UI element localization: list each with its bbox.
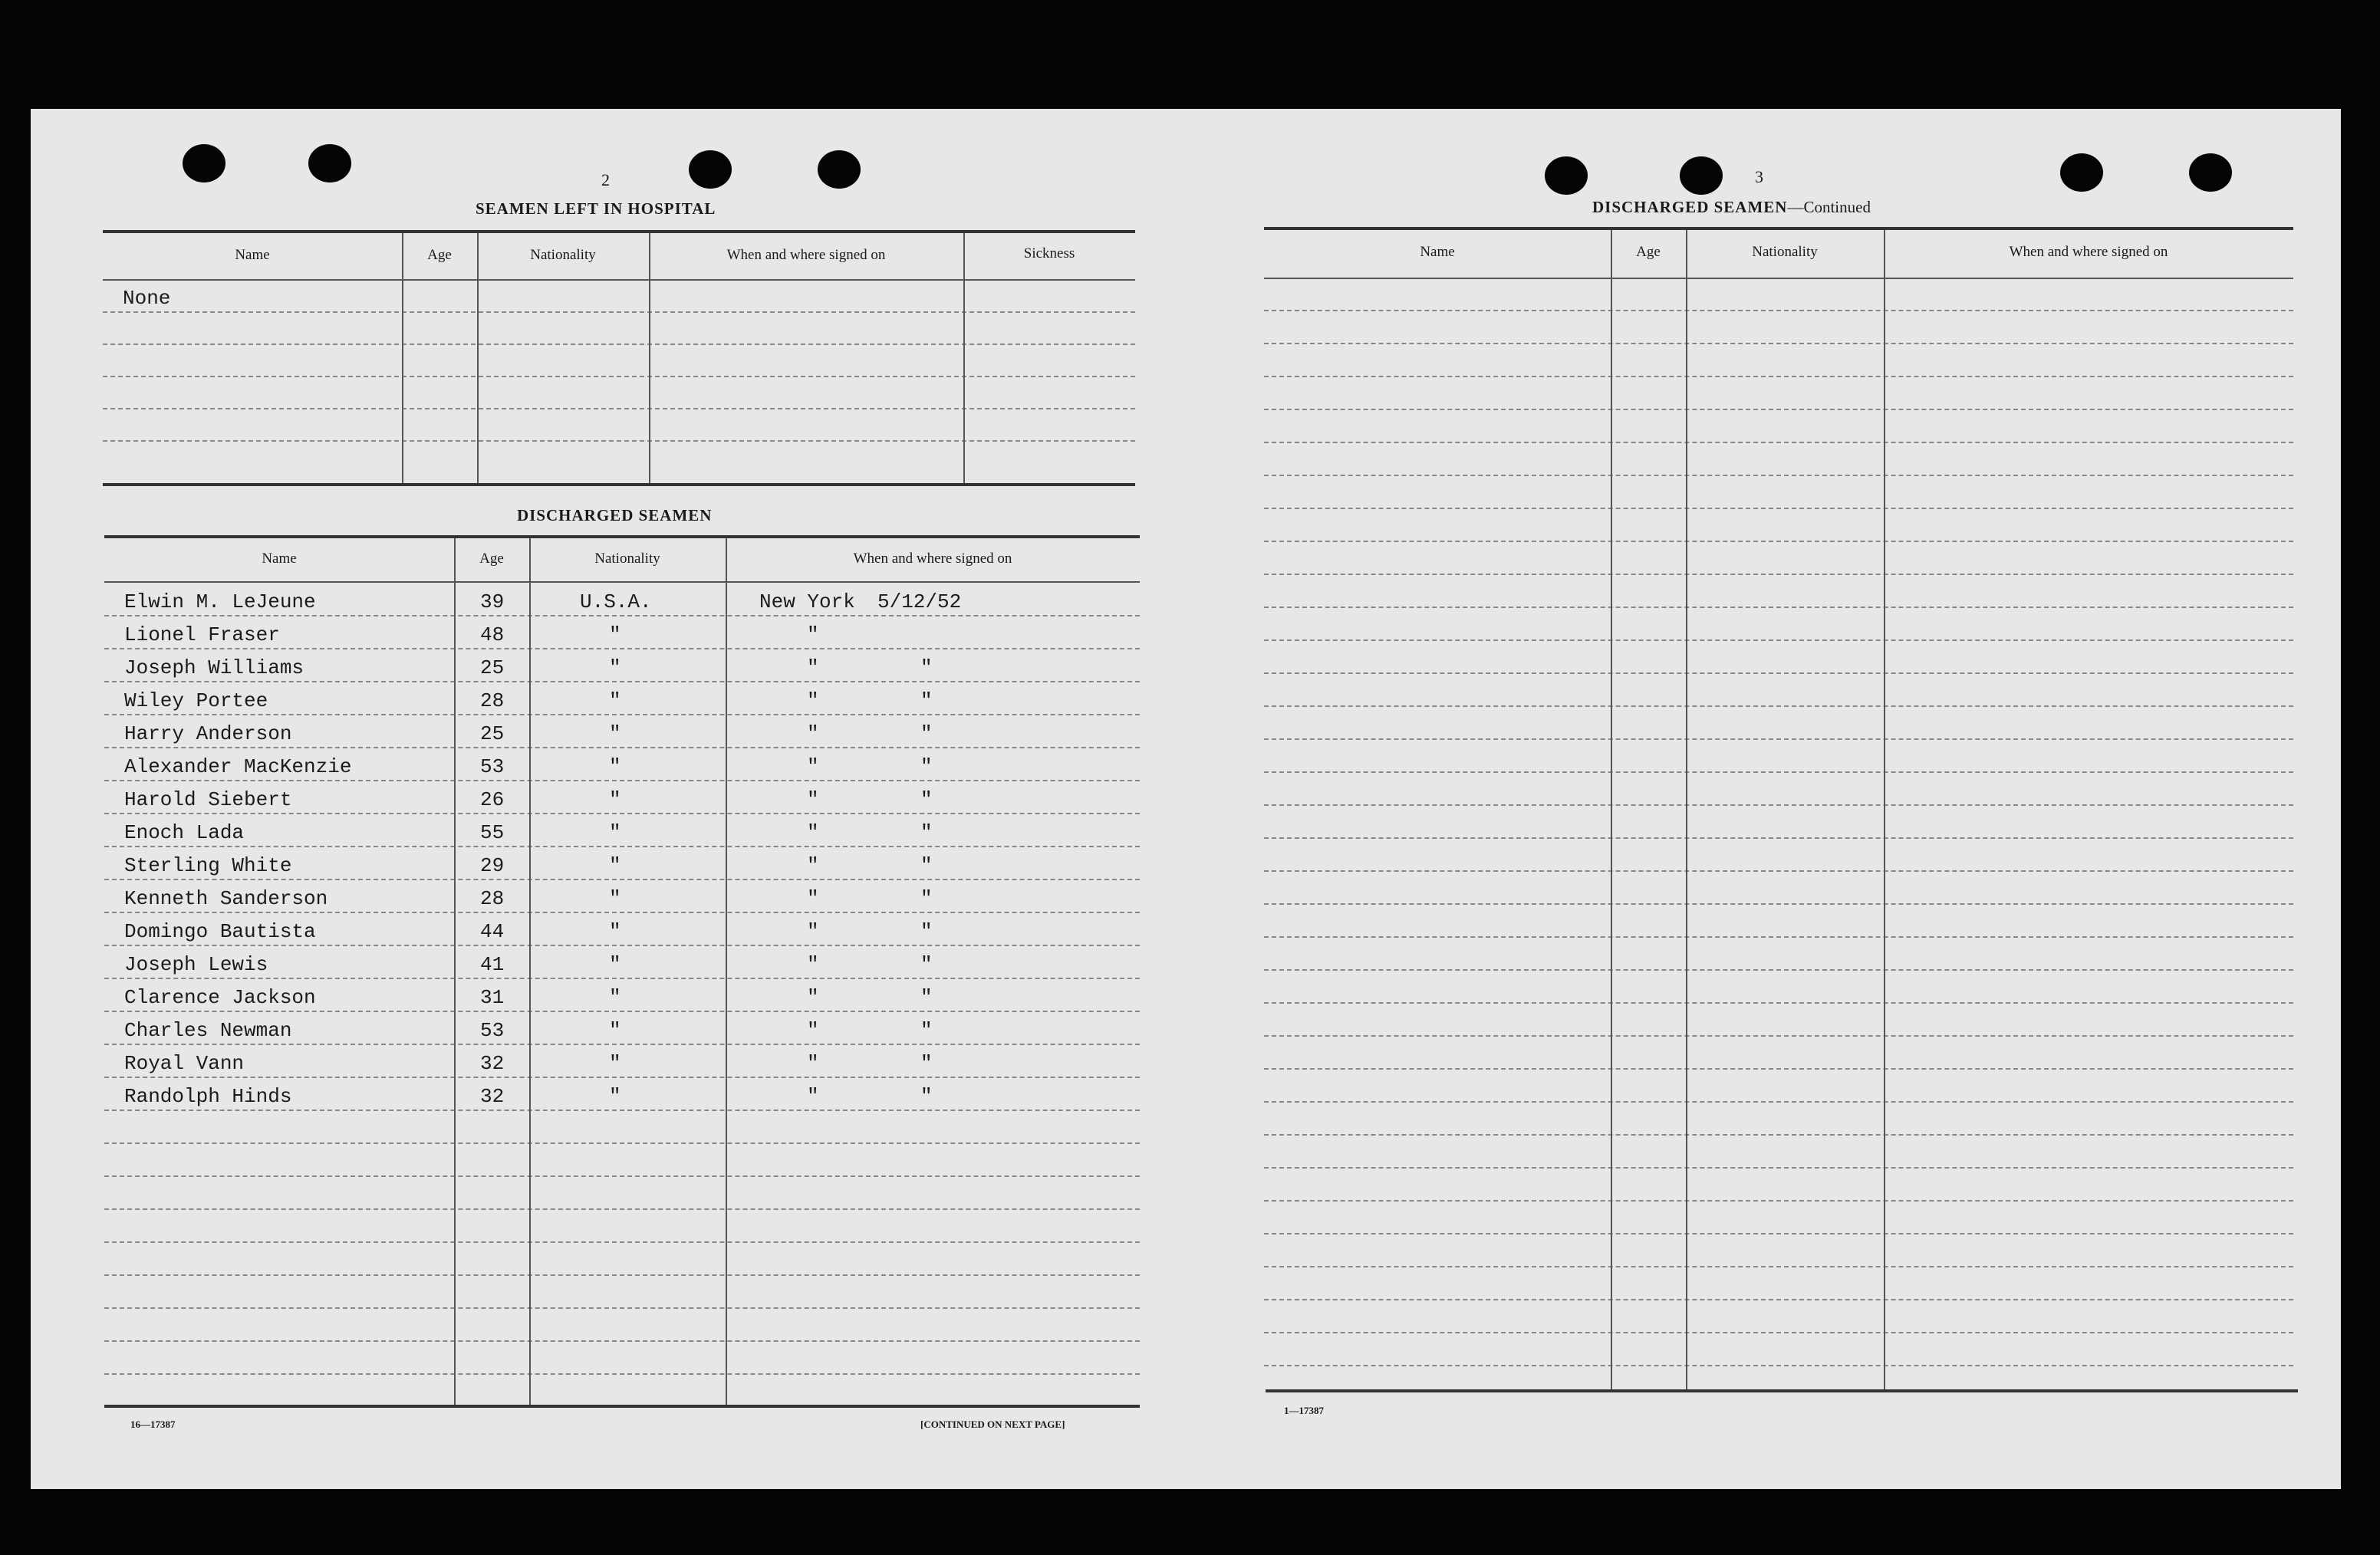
continued-section-title xyxy=(1592,198,1871,217)
discharged-row-date: " xyxy=(920,1085,933,1108)
discharged-row-nationality: " xyxy=(609,1085,621,1108)
discharged-row-signed-on: " xyxy=(807,887,819,910)
discharged-row-age: 32 xyxy=(480,1085,505,1108)
ruled-line xyxy=(1264,1002,2293,1004)
right-col-age: Age xyxy=(1636,244,1661,260)
ruled-line xyxy=(104,846,1140,847)
ruled-line xyxy=(104,714,1140,715)
discharged-row-age: 28 xyxy=(480,887,505,910)
ruled-line xyxy=(1264,1233,2293,1234)
ruled-line xyxy=(1264,1200,2293,1202)
discharged-row-age: 41 xyxy=(480,953,505,976)
right-col-divider xyxy=(1686,230,1687,1389)
ruled-line xyxy=(1264,475,2293,476)
discharged-row-nationality: " xyxy=(609,623,621,646)
ruled-line xyxy=(1264,969,2293,971)
hospital-entry-none: None xyxy=(123,287,171,310)
ruled-line xyxy=(1264,1365,2293,1366)
ruled-line xyxy=(1264,804,2293,806)
ruled-line xyxy=(1264,1167,2293,1169)
hospital-col-divider xyxy=(649,233,650,483)
discharged-row-signed-on: " xyxy=(807,689,819,712)
hospital-section-title: SEAMEN LEFT IN HOSPITAL xyxy=(476,199,716,218)
ruled-line xyxy=(1264,1266,2293,1267)
ruled-line xyxy=(1264,1068,2293,1070)
discharged-row-name: Elwin M. LeJeune xyxy=(124,590,316,613)
discharged-col-nationality: Nationality xyxy=(594,551,660,567)
hospital-col-divider xyxy=(477,233,479,483)
discharged-row-nationality: " xyxy=(609,1052,621,1075)
discharged-row-age: 53 xyxy=(480,1019,505,1042)
discharged-row-age: 26 xyxy=(480,788,505,811)
discharged-row-date: " xyxy=(920,854,933,877)
discharged-row-age: 55 xyxy=(480,821,505,844)
ruled-line xyxy=(104,648,1140,649)
right-col-nationality: Nationality xyxy=(1752,244,1818,260)
hospital-col-signed-on: When and where signed on xyxy=(726,247,886,263)
right-bottom-rule xyxy=(1266,1389,2298,1392)
ruled-line xyxy=(1264,738,2293,740)
discharged-col-divider xyxy=(529,538,531,1405)
punch-hole xyxy=(308,144,351,182)
discharged-col-age: Age xyxy=(479,551,504,567)
ruled-line xyxy=(1264,936,2293,938)
ruled-line xyxy=(104,1142,1140,1144)
discharged-col-divider xyxy=(726,538,727,1405)
discharged-row-signed-on: " xyxy=(807,1052,819,1075)
continued-note: [CONTINUED ON NEXT PAGE] xyxy=(920,1419,1065,1430)
discharged-row-name: Enoch Lada xyxy=(124,821,245,844)
discharged-row-date: " xyxy=(920,821,933,844)
ruled-line xyxy=(1264,870,2293,872)
discharged-row-signed-on: " xyxy=(807,1019,819,1042)
right-header-rule xyxy=(1264,278,2293,279)
right-col-divider xyxy=(1611,230,1612,1389)
ruled-line xyxy=(104,978,1140,979)
discharged-row-nationality: " xyxy=(609,986,621,1009)
document-sheet xyxy=(31,109,2341,1489)
discharged-row-date: " xyxy=(920,755,933,778)
discharged-top-rule xyxy=(104,535,1140,538)
right-col-name: Name xyxy=(1420,244,1455,260)
ruled-line xyxy=(103,344,1135,345)
discharged-row-date: " xyxy=(920,986,933,1009)
discharged-row-age: 39 xyxy=(480,590,505,613)
hospital-col-name: Name xyxy=(235,247,270,263)
ruled-line xyxy=(1264,607,2293,608)
ruled-line xyxy=(104,1208,1140,1210)
discharged-row-age: 29 xyxy=(480,854,505,877)
ruled-line xyxy=(1264,409,2293,410)
ruled-line xyxy=(103,408,1135,409)
punch-hole xyxy=(818,150,861,189)
discharged-row-nationality: " xyxy=(609,887,621,910)
discharged-row-name: Charles Newman xyxy=(124,1019,292,1042)
discharged-row-signed-on: " xyxy=(807,920,819,943)
ruled-line xyxy=(104,780,1140,781)
discharged-row-name: Clarence Jackson xyxy=(124,986,316,1009)
ruled-line xyxy=(104,1077,1140,1078)
discharged-row-nationality: " xyxy=(609,689,621,712)
ruled-line xyxy=(104,1373,1140,1375)
page-number-left: 2 xyxy=(601,170,610,189)
discharged-row-age: 31 xyxy=(480,986,505,1009)
discharged-row-date: " xyxy=(920,953,933,976)
discharged-row-age: 44 xyxy=(480,920,505,943)
discharged-bottom-rule xyxy=(104,1405,1140,1408)
page-number-right: 3 xyxy=(1755,167,1763,186)
ruled-line xyxy=(104,1274,1140,1276)
right-col-signed-on: When and where signed on xyxy=(2009,244,2168,260)
discharged-row-name: Kenneth Sanderson xyxy=(124,887,328,910)
discharged-row-age: 48 xyxy=(480,623,505,646)
discharged-row-name: Randolph Hinds xyxy=(124,1085,292,1108)
punch-hole xyxy=(2189,153,2232,192)
ruled-line xyxy=(1264,1101,2293,1103)
ruled-line xyxy=(1264,574,2293,575)
ruled-line xyxy=(1264,310,2293,311)
hospital-header-rule xyxy=(103,279,1135,281)
ruled-line xyxy=(1264,1299,2293,1300)
ruled-line xyxy=(1264,508,2293,509)
discharged-row-nationality: " xyxy=(609,722,621,745)
discharged-row-date: 5/12/52 xyxy=(877,590,962,613)
ruled-line xyxy=(104,747,1140,748)
discharged-row-nationality: " xyxy=(609,953,621,976)
ruled-line xyxy=(104,1307,1140,1309)
discharged-row-nationality: " xyxy=(609,788,621,811)
discharged-row-date: " xyxy=(920,1019,933,1042)
ruled-line xyxy=(103,311,1135,313)
punch-hole xyxy=(2060,153,2103,192)
hospital-col-nationality: Nationality xyxy=(530,247,596,263)
ruled-line xyxy=(1264,343,2293,344)
discharged-row-nationality: " xyxy=(609,755,621,778)
discharged-row-nationality: U.S.A. xyxy=(580,590,652,613)
ruled-line xyxy=(103,440,1135,442)
form-number-left: 16—17387 xyxy=(130,1419,176,1430)
ruled-line xyxy=(1264,771,2293,773)
continued-title-main: DISCHARGED SEAMEN xyxy=(1592,198,1788,216)
discharged-row-date: " xyxy=(920,887,933,910)
discharged-row-signed-on: " xyxy=(807,722,819,745)
discharged-row-age: 25 xyxy=(480,722,505,745)
ruled-line xyxy=(1264,672,2293,674)
discharged-row-name: Royal Vann xyxy=(124,1052,245,1075)
discharged-row-signed-on: " xyxy=(807,755,819,778)
discharged-row-date: " xyxy=(920,656,933,679)
ruled-line xyxy=(1264,541,2293,542)
discharged-row-date: " xyxy=(920,788,933,811)
discharged-row-name: Wiley Portee xyxy=(124,689,268,712)
hospital-top-rule xyxy=(103,230,1135,233)
continued-title-suffix: —Continued xyxy=(1787,198,1871,216)
ruled-line xyxy=(1264,903,2293,905)
ruled-line xyxy=(1264,442,2293,443)
discharged-section-title: DISCHARGED SEAMEN xyxy=(517,506,713,524)
ruled-line xyxy=(104,1110,1140,1111)
discharged-row-nationality: " xyxy=(609,656,621,679)
ruled-line xyxy=(103,376,1135,377)
discharged-row-nationality: " xyxy=(609,1019,621,1042)
discharged-row-signed-on: " xyxy=(807,854,819,877)
discharged-row-name: Lionel Fraser xyxy=(124,623,280,646)
discharged-row-name: Harold Siebert xyxy=(124,788,292,811)
hospital-bottom-rule xyxy=(103,483,1135,486)
discharged-row-age: 25 xyxy=(480,656,505,679)
ruled-line xyxy=(1264,1035,2293,1037)
punch-hole xyxy=(183,144,225,182)
discharged-row-age: 53 xyxy=(480,755,505,778)
ruled-line xyxy=(1264,837,2293,839)
discharged-row-signed-on: " xyxy=(807,953,819,976)
hospital-col-divider xyxy=(963,233,965,483)
discharged-row-date: " xyxy=(920,689,933,712)
ruled-line xyxy=(104,1340,1140,1342)
ruled-line xyxy=(1264,639,2293,641)
discharged-row-date: " xyxy=(920,920,933,943)
ruled-line xyxy=(104,1044,1140,1045)
discharged-row-name: Joseph Lewis xyxy=(124,953,268,976)
discharged-col-divider xyxy=(454,538,456,1405)
form-number-right: 1—17387 xyxy=(1284,1405,1324,1416)
punch-hole xyxy=(689,150,732,189)
ruled-line xyxy=(104,813,1140,814)
right-col-divider xyxy=(1884,230,1885,1389)
discharged-col-signed-on: When and where signed on xyxy=(853,551,1012,567)
ruled-line xyxy=(1264,705,2293,707)
ruled-line xyxy=(104,615,1140,616)
hospital-col-divider xyxy=(402,233,403,483)
discharged-row-name: Sterling White xyxy=(124,854,292,877)
ruled-line xyxy=(104,1175,1140,1177)
ruled-line xyxy=(1264,1134,2293,1136)
ruled-line xyxy=(1264,1332,2293,1333)
discharged-row-name: Domingo Bautista xyxy=(124,920,316,943)
hospital-col-sickness: Sickness xyxy=(1023,245,1075,261)
ruled-line xyxy=(104,1241,1140,1243)
discharged-row-signed-on: New York xyxy=(759,590,855,613)
discharged-row-nationality: " xyxy=(609,854,621,877)
ruled-line xyxy=(104,1011,1140,1012)
ruled-line xyxy=(104,945,1140,946)
discharged-row-age: 28 xyxy=(480,689,505,712)
discharged-row-signed-on: " xyxy=(807,986,819,1009)
discharged-row-signed-on: " xyxy=(807,821,819,844)
ruled-line xyxy=(104,912,1140,913)
discharged-header-rule xyxy=(104,581,1140,583)
discharged-col-name: Name xyxy=(262,551,297,567)
discharged-row-nationality: " xyxy=(609,821,621,844)
discharged-row-signed-on: " xyxy=(807,623,819,646)
discharged-row-name: Harry Anderson xyxy=(124,722,292,745)
discharged-row-age: 32 xyxy=(480,1052,505,1075)
discharged-row-signed-on: " xyxy=(807,1085,819,1108)
right-top-rule xyxy=(1264,227,2293,230)
discharged-row-date: " xyxy=(920,1052,933,1075)
discharged-row-date: " xyxy=(920,722,933,745)
discharged-row-name: Joseph Williams xyxy=(124,656,304,679)
discharged-row-nationality: " xyxy=(609,920,621,943)
discharged-row-signed-on: " xyxy=(807,656,819,679)
hospital-col-age: Age xyxy=(427,247,452,263)
ruled-line xyxy=(104,681,1140,682)
punch-hole xyxy=(1680,156,1723,195)
ruled-line xyxy=(1264,376,2293,377)
punch-hole xyxy=(1545,156,1588,195)
ruled-line xyxy=(104,879,1140,880)
discharged-row-signed-on: " xyxy=(807,788,819,811)
discharged-row-name: Alexander MacKenzie xyxy=(124,755,352,778)
